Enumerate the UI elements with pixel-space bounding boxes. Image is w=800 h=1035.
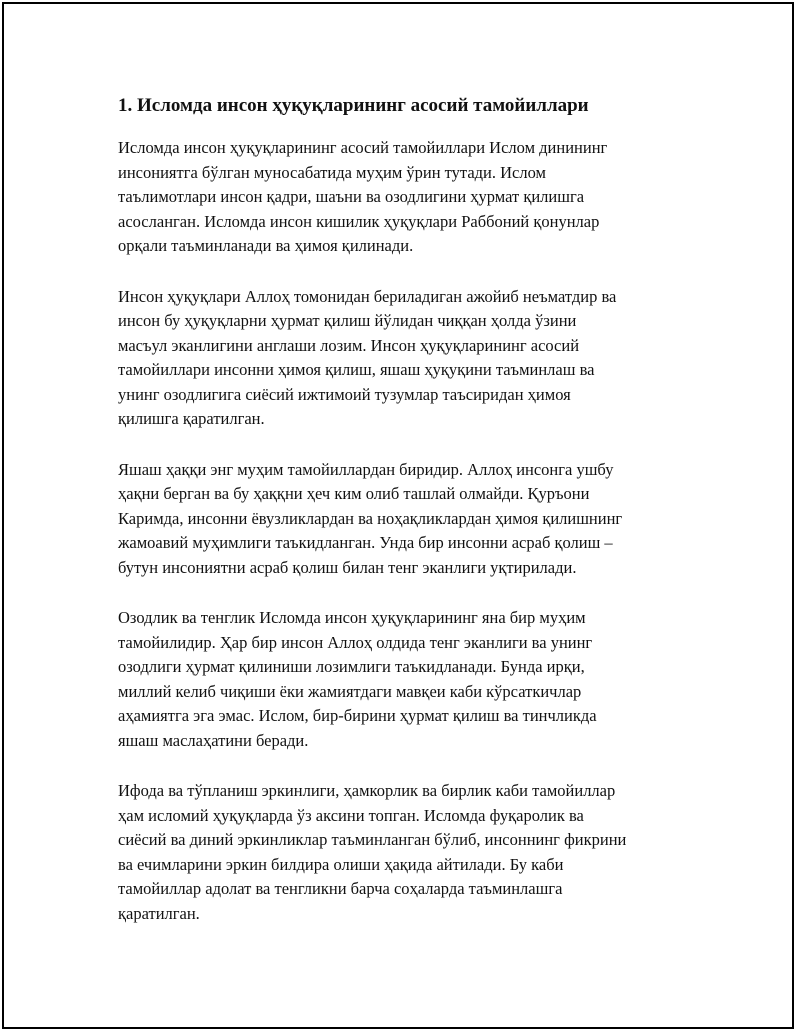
text-line: инсон бу ҳуқуқларни ҳурмат қилиш йўлидан чиққан ҳолда ўзини	[118, 311, 577, 330]
text-line: Исломда инсон ҳуқуқларининг асосий тамойиллари Ислом динининг	[118, 138, 608, 157]
text-line: асосланган. Исломда инсон кишилик ҳуқуқлари Раббоний қонунлар	[118, 211, 600, 231]
text-line: инсониятга бўлган муносабатида муҳим ўрин тутади. Ислом	[118, 162, 546, 182]
text-line: озодлиги ҳурмат қилиниши лозимлиги таъкидланади. Бунда ирқи,	[118, 657, 585, 676]
paragraph-2	[118, 285, 708, 432]
text-line: Озодлик ва тенглик Исломда инсон ҳуқуқларининг яна бир муҳим	[118, 608, 586, 627]
text-line: қаратилган.	[118, 903, 200, 923]
text-line: ва ечимларини эркин билдира олиши ҳақида айтилади. Бу каби	[118, 854, 564, 874]
text-line: сиёсий ва диний эркинликлар таъминланган бўлиб, инсоннинг фикрини	[118, 830, 627, 849]
document-body	[118, 92, 708, 952]
text-line: масъул эканлигини англаши лозим. Инсон ҳуқуқларининг асосий	[118, 335, 580, 355]
text-line: қилишга қаратилган.	[118, 409, 265, 428]
text-line: бутун инсониятни асраб қолиш билан тенг эканлиги уқтирилади.	[118, 557, 577, 577]
text-line: яшаш маслаҳатини беради.	[118, 730, 309, 750]
text-line: таълимотлари инсон қадри, шаъни ва озодлигини ҳурмат қилишга	[118, 187, 585, 206]
text-line: унинг озодлигига сиёсий ижтимоий тузумлар таъсиридан ҳимоя	[118, 384, 571, 404]
paragraph-3	[118, 458, 708, 581]
text-line: Каримда, инсонни ёвузликлардан ва ноҳақликлардан ҳимоя қилишнинг	[118, 508, 623, 528]
text-line: орқали таъминланади ва ҳимоя қилинади.	[118, 236, 414, 255]
text-line: тамойилидир. Ҳар бир инсон Аллоҳ олдида тенг эканлиги ва унинг	[118, 632, 593, 652]
text-line: Ифода ва тўпланиш эркинлиги, ҳамкорлик ва бирлик каби тамойиллар	[118, 781, 616, 800]
paragraph-5	[118, 779, 708, 926]
section-heading: 1. Исломда инсон ҳуқуқларининг асосий тамойиллари	[118, 95, 589, 116]
text-line: Инсон ҳуқуқлари Аллоҳ томонидан бериладиган ажойиб неъматдир ва	[118, 286, 617, 306]
text-line: миллий келиб чиқиши ёки жамиятдаги мавқеи каби кўрсаткичлар	[118, 681, 582, 701]
paragraph-4	[118, 606, 708, 753]
text-line: тамойиллар адолат ва тенгликни барча соҳаларда таъминлашга	[118, 879, 563, 898]
text-line: тамойиллари инсонни ҳимоя қилиш, яшаш ҳуқуқини таъминлаш ва	[118, 360, 595, 379]
text-line: аҳамиятга эга эмас. Ислом, бир-бирини ҳурмат қилиш ва тинчликда	[118, 706, 597, 725]
text-line: Яшаш ҳаққи энг муҳим тамойиллардан биридир. Аллоҳ инсонга ушбу	[118, 459, 614, 479]
paragraph-1	[118, 136, 708, 259]
text-line: жамоавий муҳимлиги таъкидланган. Унда бир инсонни асраб қолиш –	[118, 533, 613, 552]
text-line: ҳам исломий ҳуқуқларда ўз аксини топган. Исломда фуқаролик ва	[118, 805, 584, 825]
text-line: ҳақни берган ва бу ҳаққни ҳеч ким олиб ташлай олмайди. Қуръони	[118, 484, 590, 503]
